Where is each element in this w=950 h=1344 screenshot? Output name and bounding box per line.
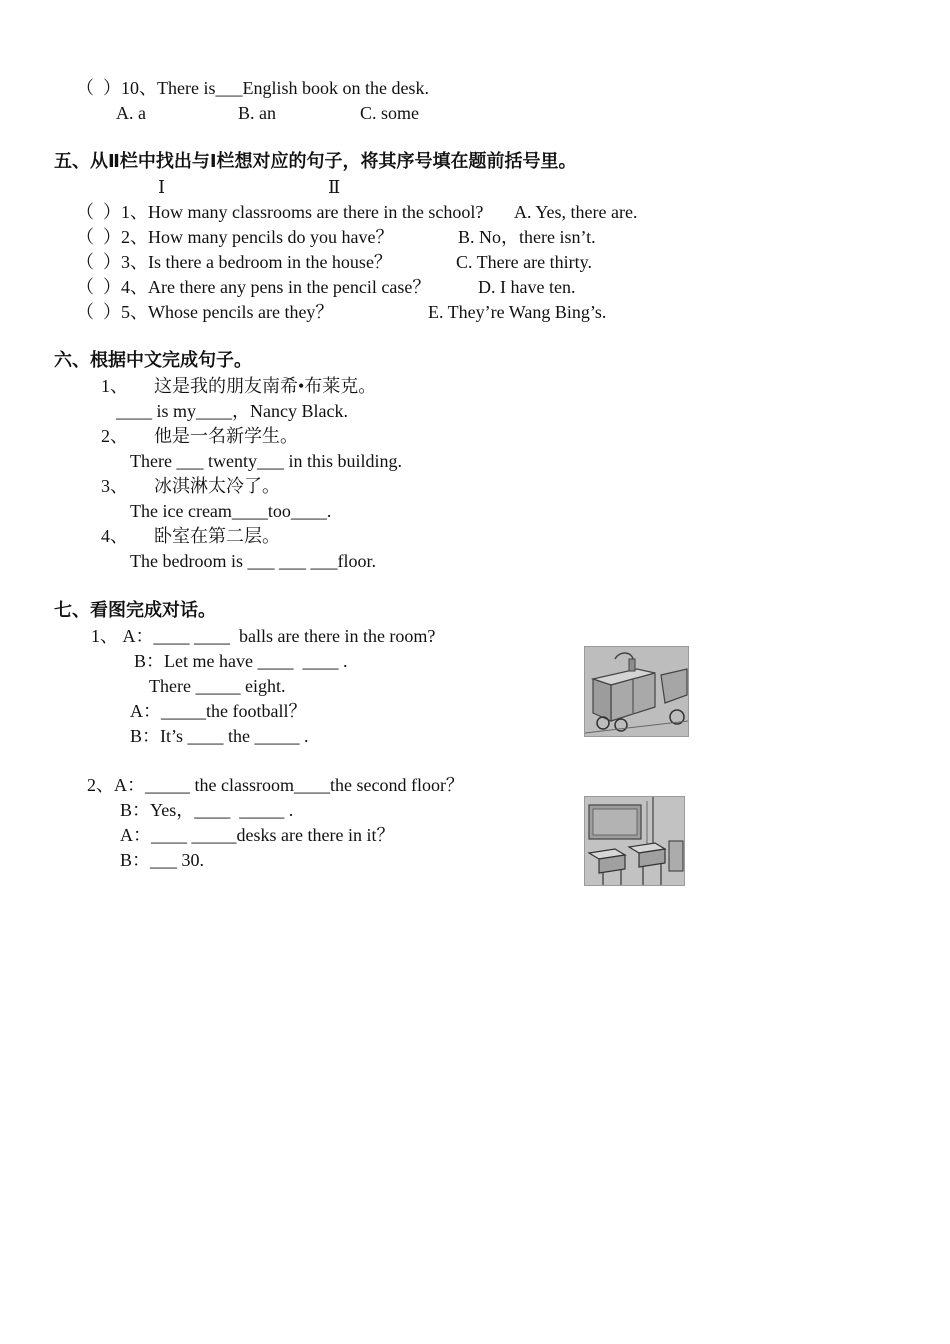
q10-option-a: A. a [116, 103, 146, 123]
translate-3-number: 3、 [101, 476, 128, 496]
section-7-heading: 七、看图完成对话。 [54, 600, 216, 621]
section-6-heading: 六、根据中文完成句子。 [54, 350, 252, 371]
dialog-1-line-4: A：_____the football？ [130, 701, 307, 721]
q10-option-c: C. some [360, 103, 420, 123]
translate-2-chinese: 他是一名新学生。 [154, 426, 298, 446]
match-question-2: （ ）2、How many pencils do you have？ [76, 227, 394, 247]
column-1-label: Ⅰ [158, 177, 166, 197]
dialog-2-line-4: B：___ 30. [120, 850, 205, 870]
section-5-heading: 五、从Ⅱ栏中找出与Ⅰ栏想对应的句子，将其序号填在题前括号里。 [54, 151, 577, 172]
match-answer-e: E. They’re Wang Bing’s. [428, 302, 607, 322]
classroom-picture [584, 796, 685, 886]
translate-2-number: 2、 [101, 426, 128, 446]
match-question-5: （ ）5、Whose pencils are they？ [76, 302, 334, 322]
match-answer-b: B. No，there isn’t. [458, 227, 596, 247]
translate-1-chinese: 这是我的朋友南希•布莱克。 [154, 376, 377, 396]
match-answer-d: D. I have ten. [478, 277, 576, 297]
translate-1-number: 1、 [101, 376, 128, 396]
dialog-1-line-5: B：It’s ____ the _____ . [130, 726, 309, 746]
translate-3-english: The ice cream____too____. [130, 501, 332, 521]
translate-4-chinese: 卧室在第二层。 [154, 526, 280, 546]
translate-4-english: The bedroom is ___ ___ ___floor. [130, 551, 376, 571]
match-answer-a: A. Yes, there are. [514, 202, 638, 222]
dialog-2-line-1: 2、A：_____ the classroom____the second floor？ [87, 775, 464, 795]
q10-option-b: B. an [238, 103, 276, 123]
match-question-3: （ ）3、Is there a bedroom in the house？ [76, 252, 392, 272]
room-picture [584, 646, 689, 737]
translate-1-english: ____ is my____，Nancy Black. [116, 401, 348, 421]
match-answer-c: C. There are thirty. [456, 252, 592, 272]
dialog-1-line-3: There _____ eight. [149, 676, 286, 696]
dialog-2-line-2: B：Yes，____ _____ . [120, 800, 294, 820]
match-question-4: （ ）4、Are there any pens in the pencil case？ [76, 277, 431, 297]
translate-4-number: 4、 [101, 526, 128, 546]
translate-2-english: There ___ twenty___ in this building. [130, 451, 402, 471]
dialog-1-line-2: B：Let me have ____ ____ . [134, 651, 348, 671]
question-10: （ ）10、There is___English book on the desk. [76, 78, 429, 98]
dialog-1-line-1: 1、 A：____ ____ balls are there in the room? [91, 626, 436, 646]
translate-3-chinese: 冰淇淋太冷了。 [154, 476, 280, 496]
column-2-label: Ⅱ [328, 177, 341, 197]
dialog-2-line-3: A：____ _____desks are there in it？ [120, 825, 395, 845]
match-question-1: （ ）1、How many classrooms are there in the school? [76, 202, 484, 222]
